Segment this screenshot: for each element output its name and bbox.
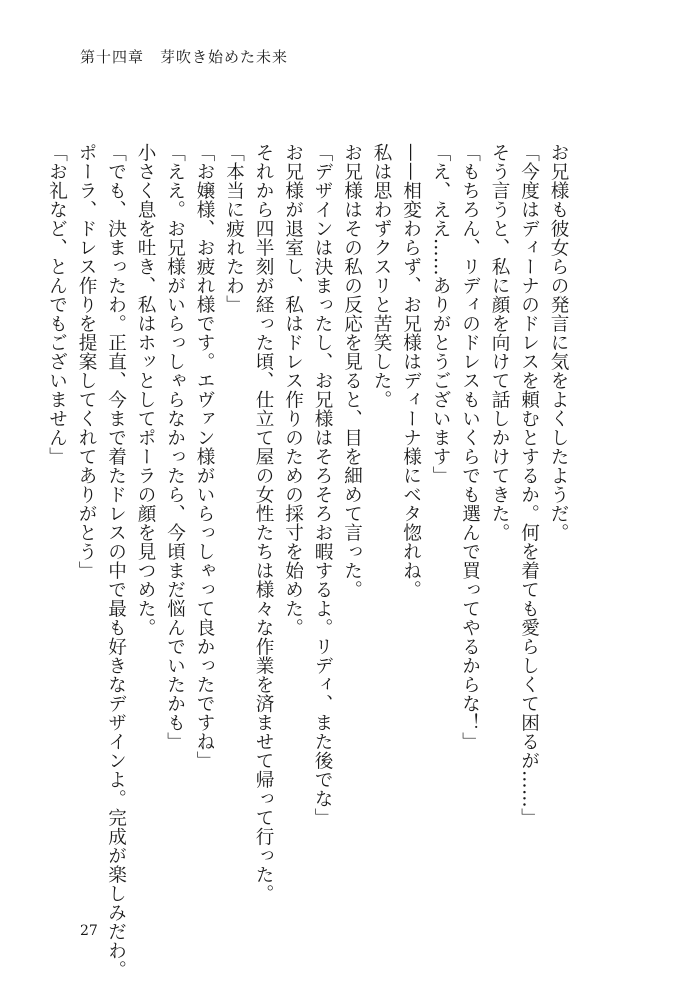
- text-line: 「お礼など、とんでもございません」: [46, 143, 68, 466]
- text-line: 「デザインは決まったし、お兄様はそろそろお暇するよ。リディ、また後でな」: [312, 143, 333, 827]
- text-line: ——相変わらず、お兄様はディーナ様にベタ惚れね。: [400, 143, 422, 599]
- text-line: お兄様も彼女らの発言に気をよくしたようだ。: [548, 143, 569, 542]
- text-line: 「でも、決まったわ。正直、今まで着たドレスの中で最も好きなデザインよ。完成が楽しみだわ。: [105, 143, 127, 979]
- text-line: 小さく息を吐き、私はホッとしてポーラの顔を見つめた。: [135, 143, 156, 637]
- text-line: 「本当に疲れたわ」: [223, 143, 245, 314]
- text-line: 私は思わずクスリと苦笑した。: [371, 143, 392, 409]
- text-line: 「もちろん、リディのドレスもいくらでも選んで買ってやるからな！」: [459, 143, 481, 751]
- text-line: 「え、ええ……ありがとうございます」: [430, 143, 451, 485]
- text-line: 「ええ。お兄様がいらっしゃらなかったら、今頃まだ悩んでいたかも」: [164, 143, 186, 751]
- text-line: 「今度はディーナのドレスを頼むとするか。何を着ても愛らしくて困るが……」: [518, 143, 540, 827]
- text-line: そう言うと、私に顔を向けて話しかけてきた。: [489, 143, 510, 542]
- text-line: お兄様が退室し、私はドレス作りのための採寸を始めた。: [282, 143, 304, 637]
- text-line: それから四半刻が経った頃、仕立て屋の女性たちは様々な作業を済ませて帰って行った。: [253, 143, 274, 903]
- running-header: 第十四章 芽吹き始めた未来: [80, 48, 289, 66]
- text-line: 「お嬢様、お疲れ様です。エヴァン様がいらっしゃって良かったですね」: [194, 143, 215, 770]
- page-number: 27: [80, 923, 98, 939]
- text-line: お兄様はその私の反応を見ると、目を細めて言った。: [341, 143, 363, 599]
- text-line: ポーラ、ドレス作りを提案してくれてありがとう」: [76, 143, 97, 580]
